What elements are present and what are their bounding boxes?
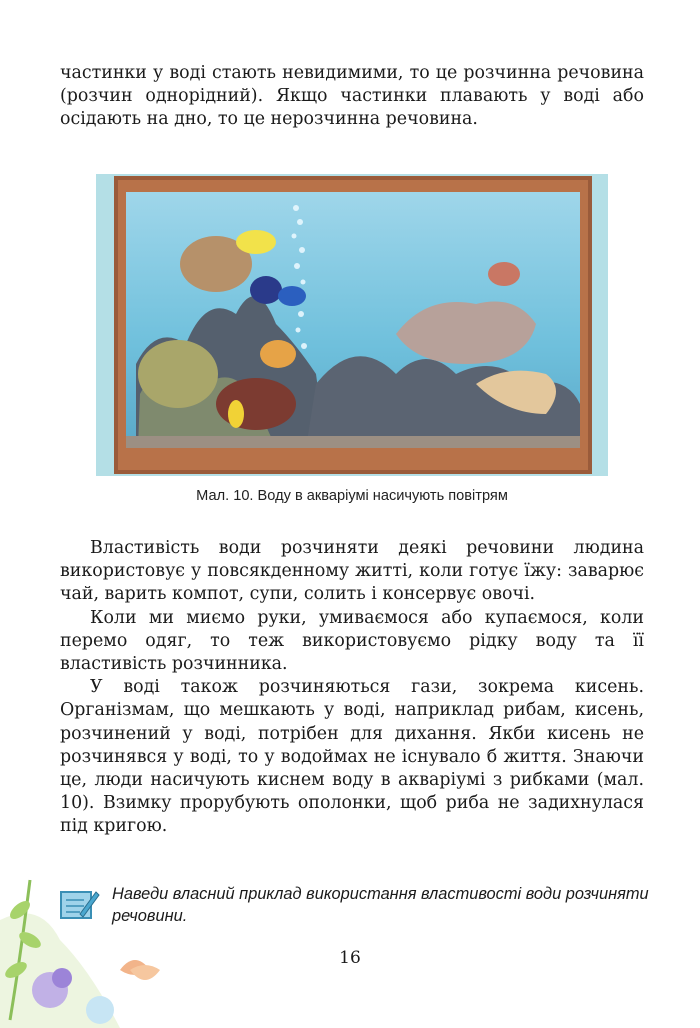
intro-text: частинки у воді стають невидимими, то це розчинна речовина (розчин однорідний). Якщо частинки плавають у воді або осідають на дно, то це нерозчинна речовина. [60,63,644,130]
paragraph-dissolving-uses: Властивість води розчиняти деякі речовини людина використовує у повсякденному житті, коли готує їжу: заварює чай, варить компот, супи, солить і консервує овочі. [60,538,644,605]
aquarium-figure [96,174,608,476]
paragraph-washing: Коли ми миємо руки, умиваємося або купаємося, коли перемо одяг, то теж використовуємо рідку воду та її властивість розчинника. [60,607,644,675]
body-text [60,537,644,839]
paragraph-gases: У воді також розчиняються гази, зокрема кисень. Організмам, що мешкають у воді, наприклад рибам, кисень, розчинений у воді, потрібен для дихання. Якби кисень не розчинявся у воді, то у водоймах не існувало б життя. Знаючи це, люди насичують киснем воду в акваріумі з рибками (мал. 10). Взимку прорубують ополонки, щоб риба не задихнулася під кригою. [60,677,644,837]
intro-paragraph [60,62,644,132]
page-number: 16 [339,948,361,968]
floral-decoration [0,840,200,1028]
task-text: Наведи власний приклад використання властивості води розчиняти речовини. [112,885,649,925]
figure-caption: Мал. 10. Воду в акваріумі насичують повітрям [196,488,508,504]
aquarium-illustration [96,174,608,476]
